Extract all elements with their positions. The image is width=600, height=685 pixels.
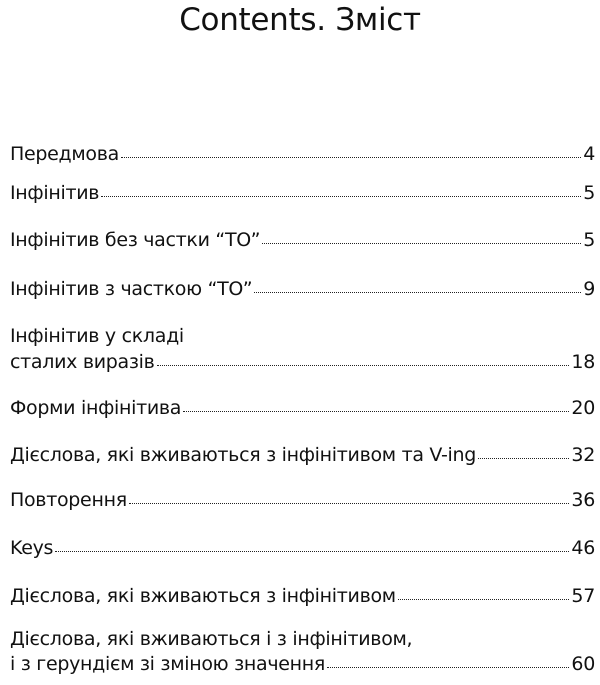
dot-leader bbox=[101, 195, 581, 197]
toc-entry-page: 5 bbox=[583, 182, 595, 204]
toc-entry-label: Передмова bbox=[10, 143, 119, 165]
toc-entry-label-line1: Дієслова, які вживаються і з інфінітивом, bbox=[10, 628, 413, 650]
toc-entry-label: Дієслова, які вживаються з інфінітивом та V-ing bbox=[10, 444, 477, 466]
dot-leader bbox=[478, 457, 569, 459]
dot-leader bbox=[327, 666, 569, 668]
toc-entry-label: Інфінітив без частки “TO” bbox=[10, 229, 261, 251]
dot-leader bbox=[183, 410, 569, 412]
dot-leader bbox=[254, 291, 581, 293]
dot-leader bbox=[121, 156, 581, 158]
toc-entry[interactable] bbox=[10, 397, 595, 419]
toc-entry[interactable] bbox=[10, 628, 595, 675]
toc-entry-page: 4 bbox=[583, 143, 595, 165]
dot-leader bbox=[129, 502, 570, 504]
toc-entry-page: 9 bbox=[583, 278, 595, 300]
dot-leader bbox=[55, 550, 569, 552]
toc-entry[interactable] bbox=[10, 278, 595, 300]
toc-entry-label: Дієслова, які вживаються з інфінітивом bbox=[10, 585, 396, 607]
toc-entry-label: сталих виразів bbox=[10, 351, 155, 373]
toc-entry-label-line1: Інфінітив у складі bbox=[10, 325, 184, 347]
toc-entry-label: Повторення bbox=[10, 489, 127, 511]
toc-entry-page: 60 bbox=[571, 653, 595, 675]
toc-entry-label: Інфінітив з часткою “TO” bbox=[10, 278, 253, 300]
toc-entry-label: Форми інфінітива bbox=[10, 397, 182, 419]
toc-entry[interactable] bbox=[10, 229, 595, 251]
toc-entry-label: і з герундієм зі зміною значення bbox=[10, 653, 326, 675]
toc-entry-page: 46 bbox=[571, 537, 595, 559]
dot-leader bbox=[398, 598, 570, 600]
toc-entry[interactable] bbox=[10, 444, 595, 466]
toc-entry-page: 32 bbox=[571, 444, 595, 466]
toc-entry[interactable] bbox=[10, 182, 595, 204]
toc-entry-page: 20 bbox=[571, 397, 595, 419]
toc-entry[interactable] bbox=[10, 325, 595, 373]
toc-entry-label: Keys bbox=[10, 537, 54, 559]
toc-entry-page: 5 bbox=[583, 229, 595, 251]
dot-leader bbox=[157, 364, 570, 366]
toc-entry-page: 57 bbox=[571, 585, 595, 607]
toc-entry[interactable] bbox=[10, 143, 595, 165]
toc-entry-label: Інфінітив bbox=[10, 182, 100, 204]
toc-entry-page: 36 bbox=[571, 489, 595, 511]
dot-leader bbox=[262, 242, 581, 244]
toc-entry-page: 18 bbox=[571, 351, 595, 373]
toc-entry[interactable] bbox=[10, 585, 595, 607]
page-title: Contents. Зміст bbox=[179, 2, 421, 38]
toc-entry[interactable] bbox=[10, 489, 595, 511]
toc-entry[interactable] bbox=[10, 537, 595, 559]
